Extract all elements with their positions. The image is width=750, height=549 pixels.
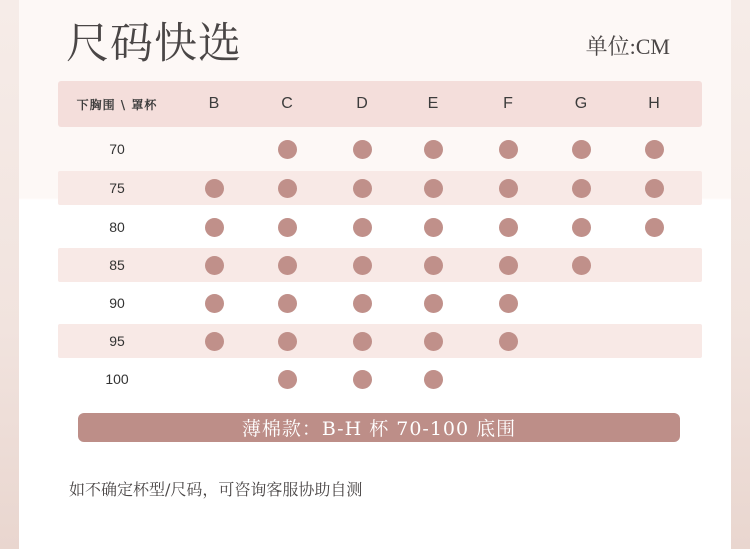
available-dot-icon bbox=[278, 370, 297, 389]
available-dot-icon bbox=[572, 140, 591, 159]
available-dot-icon bbox=[205, 294, 224, 313]
available-dot-icon bbox=[278, 256, 297, 275]
available-dot-icon bbox=[499, 256, 518, 275]
available-dot-icon bbox=[572, 256, 591, 275]
table-row bbox=[58, 132, 702, 166]
available-dot-icon bbox=[424, 218, 443, 237]
table-row bbox=[58, 248, 702, 282]
available-dot-icon bbox=[424, 140, 443, 159]
available-dot-icon bbox=[499, 294, 518, 313]
available-dot-icon bbox=[353, 256, 372, 275]
size-available-cell bbox=[199, 324, 229, 358]
cup-header-f: F bbox=[503, 95, 513, 112]
size-available-cell bbox=[347, 132, 377, 166]
size-available-cell bbox=[347, 362, 377, 396]
size-available-cell bbox=[347, 324, 377, 358]
available-dot-icon bbox=[353, 294, 372, 313]
available-dot-icon bbox=[205, 179, 224, 198]
size-available-cell bbox=[272, 324, 302, 358]
size-available-cell bbox=[493, 248, 523, 282]
band-size: 75 bbox=[109, 180, 125, 196]
page-title: 尺码快选 bbox=[66, 19, 242, 69]
table-row bbox=[58, 171, 702, 205]
size-available-cell bbox=[418, 171, 448, 205]
size-available-cell bbox=[566, 132, 596, 166]
size-available-cell bbox=[347, 210, 377, 244]
available-dot-icon bbox=[353, 218, 372, 237]
corner-label: 下胸围 \ 罩杯 bbox=[76, 97, 158, 112]
available-dot-icon bbox=[278, 179, 297, 198]
size-available-cell bbox=[418, 324, 448, 358]
table-row bbox=[58, 286, 702, 320]
size-available-cell bbox=[639, 210, 669, 244]
size-available-cell bbox=[272, 248, 302, 282]
available-dot-icon bbox=[278, 218, 297, 237]
available-dot-icon bbox=[424, 370, 443, 389]
size-available-cell bbox=[272, 171, 302, 205]
available-dot-icon bbox=[205, 256, 224, 275]
available-dot-icon bbox=[278, 294, 297, 313]
available-dot-icon bbox=[424, 332, 443, 351]
size-available-cell bbox=[418, 286, 448, 320]
cup-header-b: B bbox=[208, 95, 220, 112]
size-available-cell bbox=[199, 171, 229, 205]
cup-header-g: G bbox=[574, 95, 588, 112]
size-available-cell bbox=[566, 248, 596, 282]
size-available-cell bbox=[272, 132, 302, 166]
available-dot-icon bbox=[499, 179, 518, 198]
range-banner: 薄棉款：B-H 杯 70-100 底围 bbox=[78, 413, 680, 442]
size-available-cell bbox=[272, 210, 302, 244]
size-available-cell bbox=[566, 171, 596, 205]
size-available-cell bbox=[493, 210, 523, 244]
cup-header-e: E bbox=[427, 95, 439, 112]
table-header bbox=[58, 81, 702, 127]
table-row bbox=[58, 324, 702, 358]
size-available-cell bbox=[639, 171, 669, 205]
available-dot-icon bbox=[424, 294, 443, 313]
table-row bbox=[58, 362, 702, 396]
band-size: 95 bbox=[109, 333, 125, 349]
size-available-cell bbox=[418, 132, 448, 166]
size-available-cell bbox=[347, 248, 377, 282]
band-size: 80 bbox=[109, 219, 125, 235]
table-row bbox=[58, 210, 702, 244]
band-size: 100 bbox=[105, 371, 129, 387]
available-dot-icon bbox=[353, 332, 372, 351]
size-available-cell bbox=[272, 286, 302, 320]
band-size: 70 bbox=[109, 141, 125, 157]
available-dot-icon bbox=[353, 370, 372, 389]
available-dot-icon bbox=[645, 140, 664, 159]
size-available-cell bbox=[493, 324, 523, 358]
available-dot-icon bbox=[353, 140, 372, 159]
size-available-cell bbox=[418, 248, 448, 282]
band-size: 85 bbox=[109, 257, 125, 273]
size-table bbox=[58, 81, 702, 396]
size-available-cell bbox=[566, 210, 596, 244]
size-available-cell bbox=[199, 248, 229, 282]
available-dot-icon bbox=[499, 332, 518, 351]
size-available-cell bbox=[418, 362, 448, 396]
unit-label: 单位:CM bbox=[585, 34, 670, 59]
available-dot-icon bbox=[572, 218, 591, 237]
help-note: 如不确定杯型/尺码，可咨询客服协助自测 bbox=[69, 480, 363, 499]
size-available-cell bbox=[418, 210, 448, 244]
size-available-cell bbox=[493, 171, 523, 205]
available-dot-icon bbox=[424, 256, 443, 275]
cup-header-c: C bbox=[281, 95, 293, 112]
size-available-cell bbox=[347, 286, 377, 320]
size-available-cell bbox=[199, 286, 229, 320]
size-available-cell bbox=[639, 132, 669, 166]
cup-header-h: H bbox=[648, 95, 660, 112]
available-dot-icon bbox=[645, 179, 664, 198]
available-dot-icon bbox=[645, 218, 664, 237]
available-dot-icon bbox=[278, 140, 297, 159]
available-dot-icon bbox=[424, 179, 443, 198]
cup-header-d: D bbox=[356, 95, 368, 112]
size-available-cell bbox=[272, 362, 302, 396]
size-available-cell bbox=[493, 286, 523, 320]
size-available-cell bbox=[347, 171, 377, 205]
available-dot-icon bbox=[499, 218, 518, 237]
size-available-cell bbox=[493, 132, 523, 166]
available-dot-icon bbox=[205, 332, 224, 351]
available-dot-icon bbox=[278, 332, 297, 351]
size-available-cell bbox=[199, 210, 229, 244]
available-dot-icon bbox=[353, 179, 372, 198]
available-dot-icon bbox=[499, 140, 518, 159]
band-size: 90 bbox=[109, 295, 125, 311]
available-dot-icon bbox=[205, 218, 224, 237]
available-dot-icon bbox=[572, 179, 591, 198]
